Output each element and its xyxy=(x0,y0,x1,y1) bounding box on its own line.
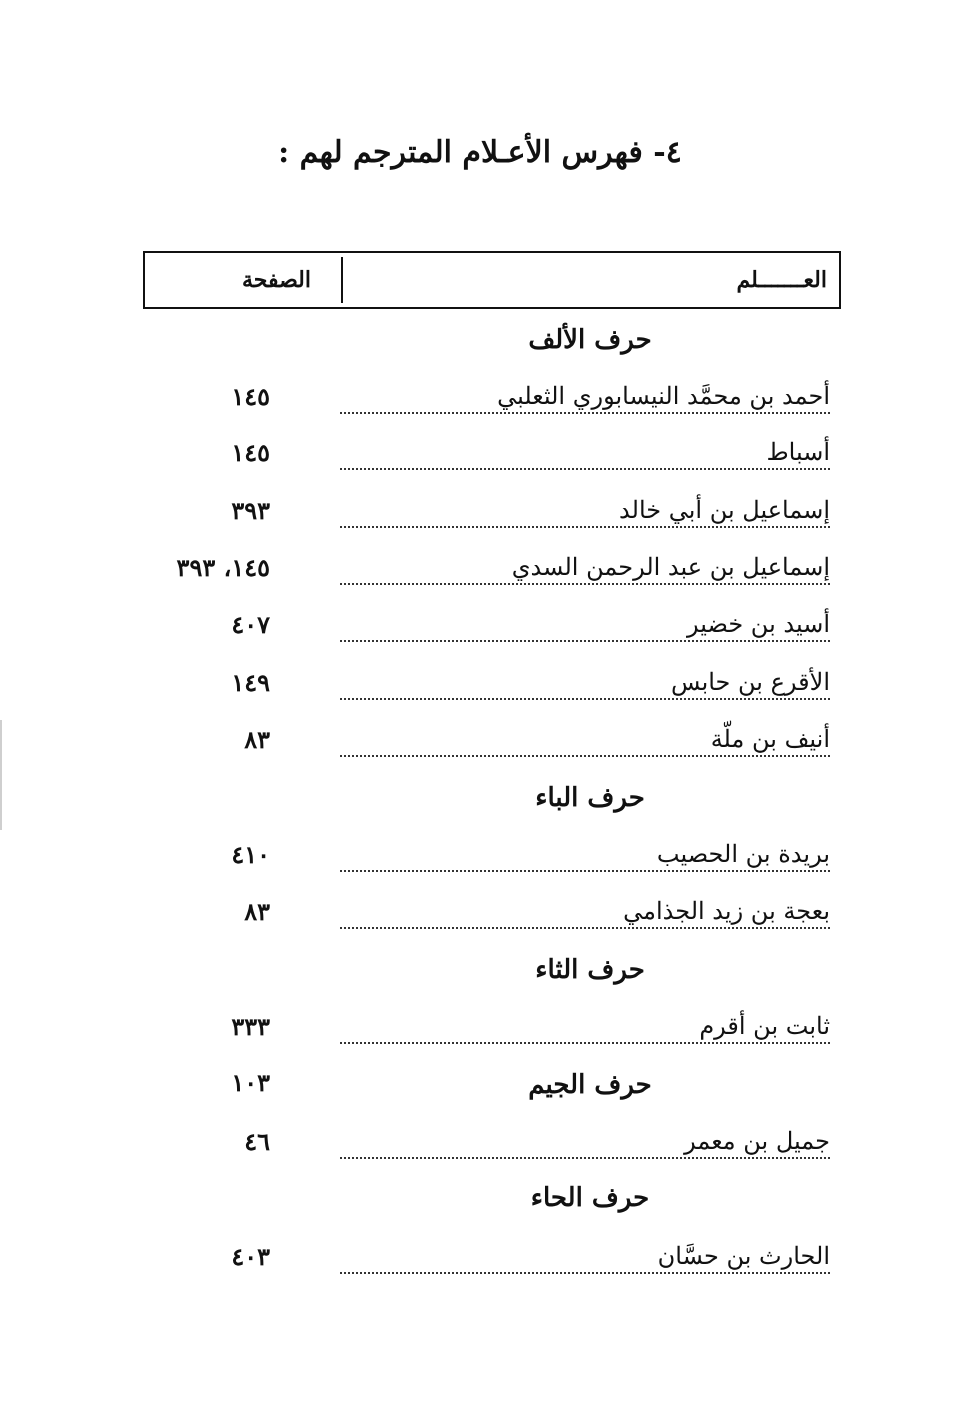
entry-name: إسماعيل بن عبد الرحمن السدي xyxy=(511,553,830,581)
entry-page: ٣٣٣ xyxy=(231,1012,270,1041)
entry-name: بعجة بن زيد الجذامي xyxy=(623,897,830,925)
entry-page: ١٤٩ xyxy=(231,668,270,697)
entry-name: ثابت بن أقرم xyxy=(699,1012,830,1040)
entry-page: ١٤٥ xyxy=(231,382,270,411)
entry-page: ٨٣ xyxy=(244,725,270,754)
entry-name: أسيد بن خضير xyxy=(687,610,830,638)
section-page-row xyxy=(150,1068,830,1104)
entry-page: ١٤٥ xyxy=(231,438,270,467)
list-item xyxy=(150,496,830,536)
list-item xyxy=(150,610,830,650)
list-item xyxy=(150,553,830,593)
section-heading-ha: حرف الحاء xyxy=(530,1183,650,1213)
entry-page: ١٤٥، ٣٩٣ xyxy=(176,553,270,582)
entry-name: الحارث بن حسَّان xyxy=(657,1242,830,1270)
entry-page: ٤٦ xyxy=(244,1127,270,1156)
entry-page: ٣٩٣ xyxy=(231,496,270,525)
section-page-number: ١٠٣ xyxy=(231,1068,270,1097)
leader-dots xyxy=(340,438,830,470)
section-heading-ba: حرف الباء xyxy=(535,783,645,813)
entry-page: ٤٠٧ xyxy=(231,610,270,639)
entry-page: ٤٠٣ xyxy=(231,1242,270,1271)
list-item xyxy=(150,1242,830,1282)
entry-name: الأقرع بن حابس xyxy=(670,668,830,696)
entry-page: ٨٣ xyxy=(244,897,270,926)
list-item xyxy=(150,382,830,422)
list-item xyxy=(150,438,830,478)
entry-name: جميل بن معمر xyxy=(684,1127,830,1155)
list-item xyxy=(150,668,830,708)
page-edge-mark xyxy=(0,720,2,830)
header-page-column: الصفحة xyxy=(241,267,311,293)
list-item xyxy=(150,897,830,937)
list-item xyxy=(150,1012,830,1052)
section-heading-tha: حرف الثاء xyxy=(535,955,645,985)
entry-page: ٤١٠ xyxy=(231,840,270,869)
page-title: ٤- فهرس الأعـلام المترجم لهم : xyxy=(278,135,682,170)
index-table-header xyxy=(143,251,841,309)
list-item xyxy=(150,725,830,765)
section-heading-jim: حرف الجيم xyxy=(528,1070,652,1100)
list-item xyxy=(150,1127,830,1167)
entry-name: أسباط xyxy=(766,438,830,466)
entry-name: بريدة بن الحصيب xyxy=(656,840,830,868)
entry-name: أنيف بن ملّة xyxy=(710,725,830,753)
list-item xyxy=(150,840,830,880)
section-heading-alif: حرف الألف xyxy=(528,325,652,355)
entry-name: إسماعيل بن أبي خالد xyxy=(619,496,830,524)
header-name-column: العـــــــلم xyxy=(341,257,839,303)
entry-name: أحمد بن محمَّد النيسابوري الثعلبي xyxy=(497,382,830,410)
